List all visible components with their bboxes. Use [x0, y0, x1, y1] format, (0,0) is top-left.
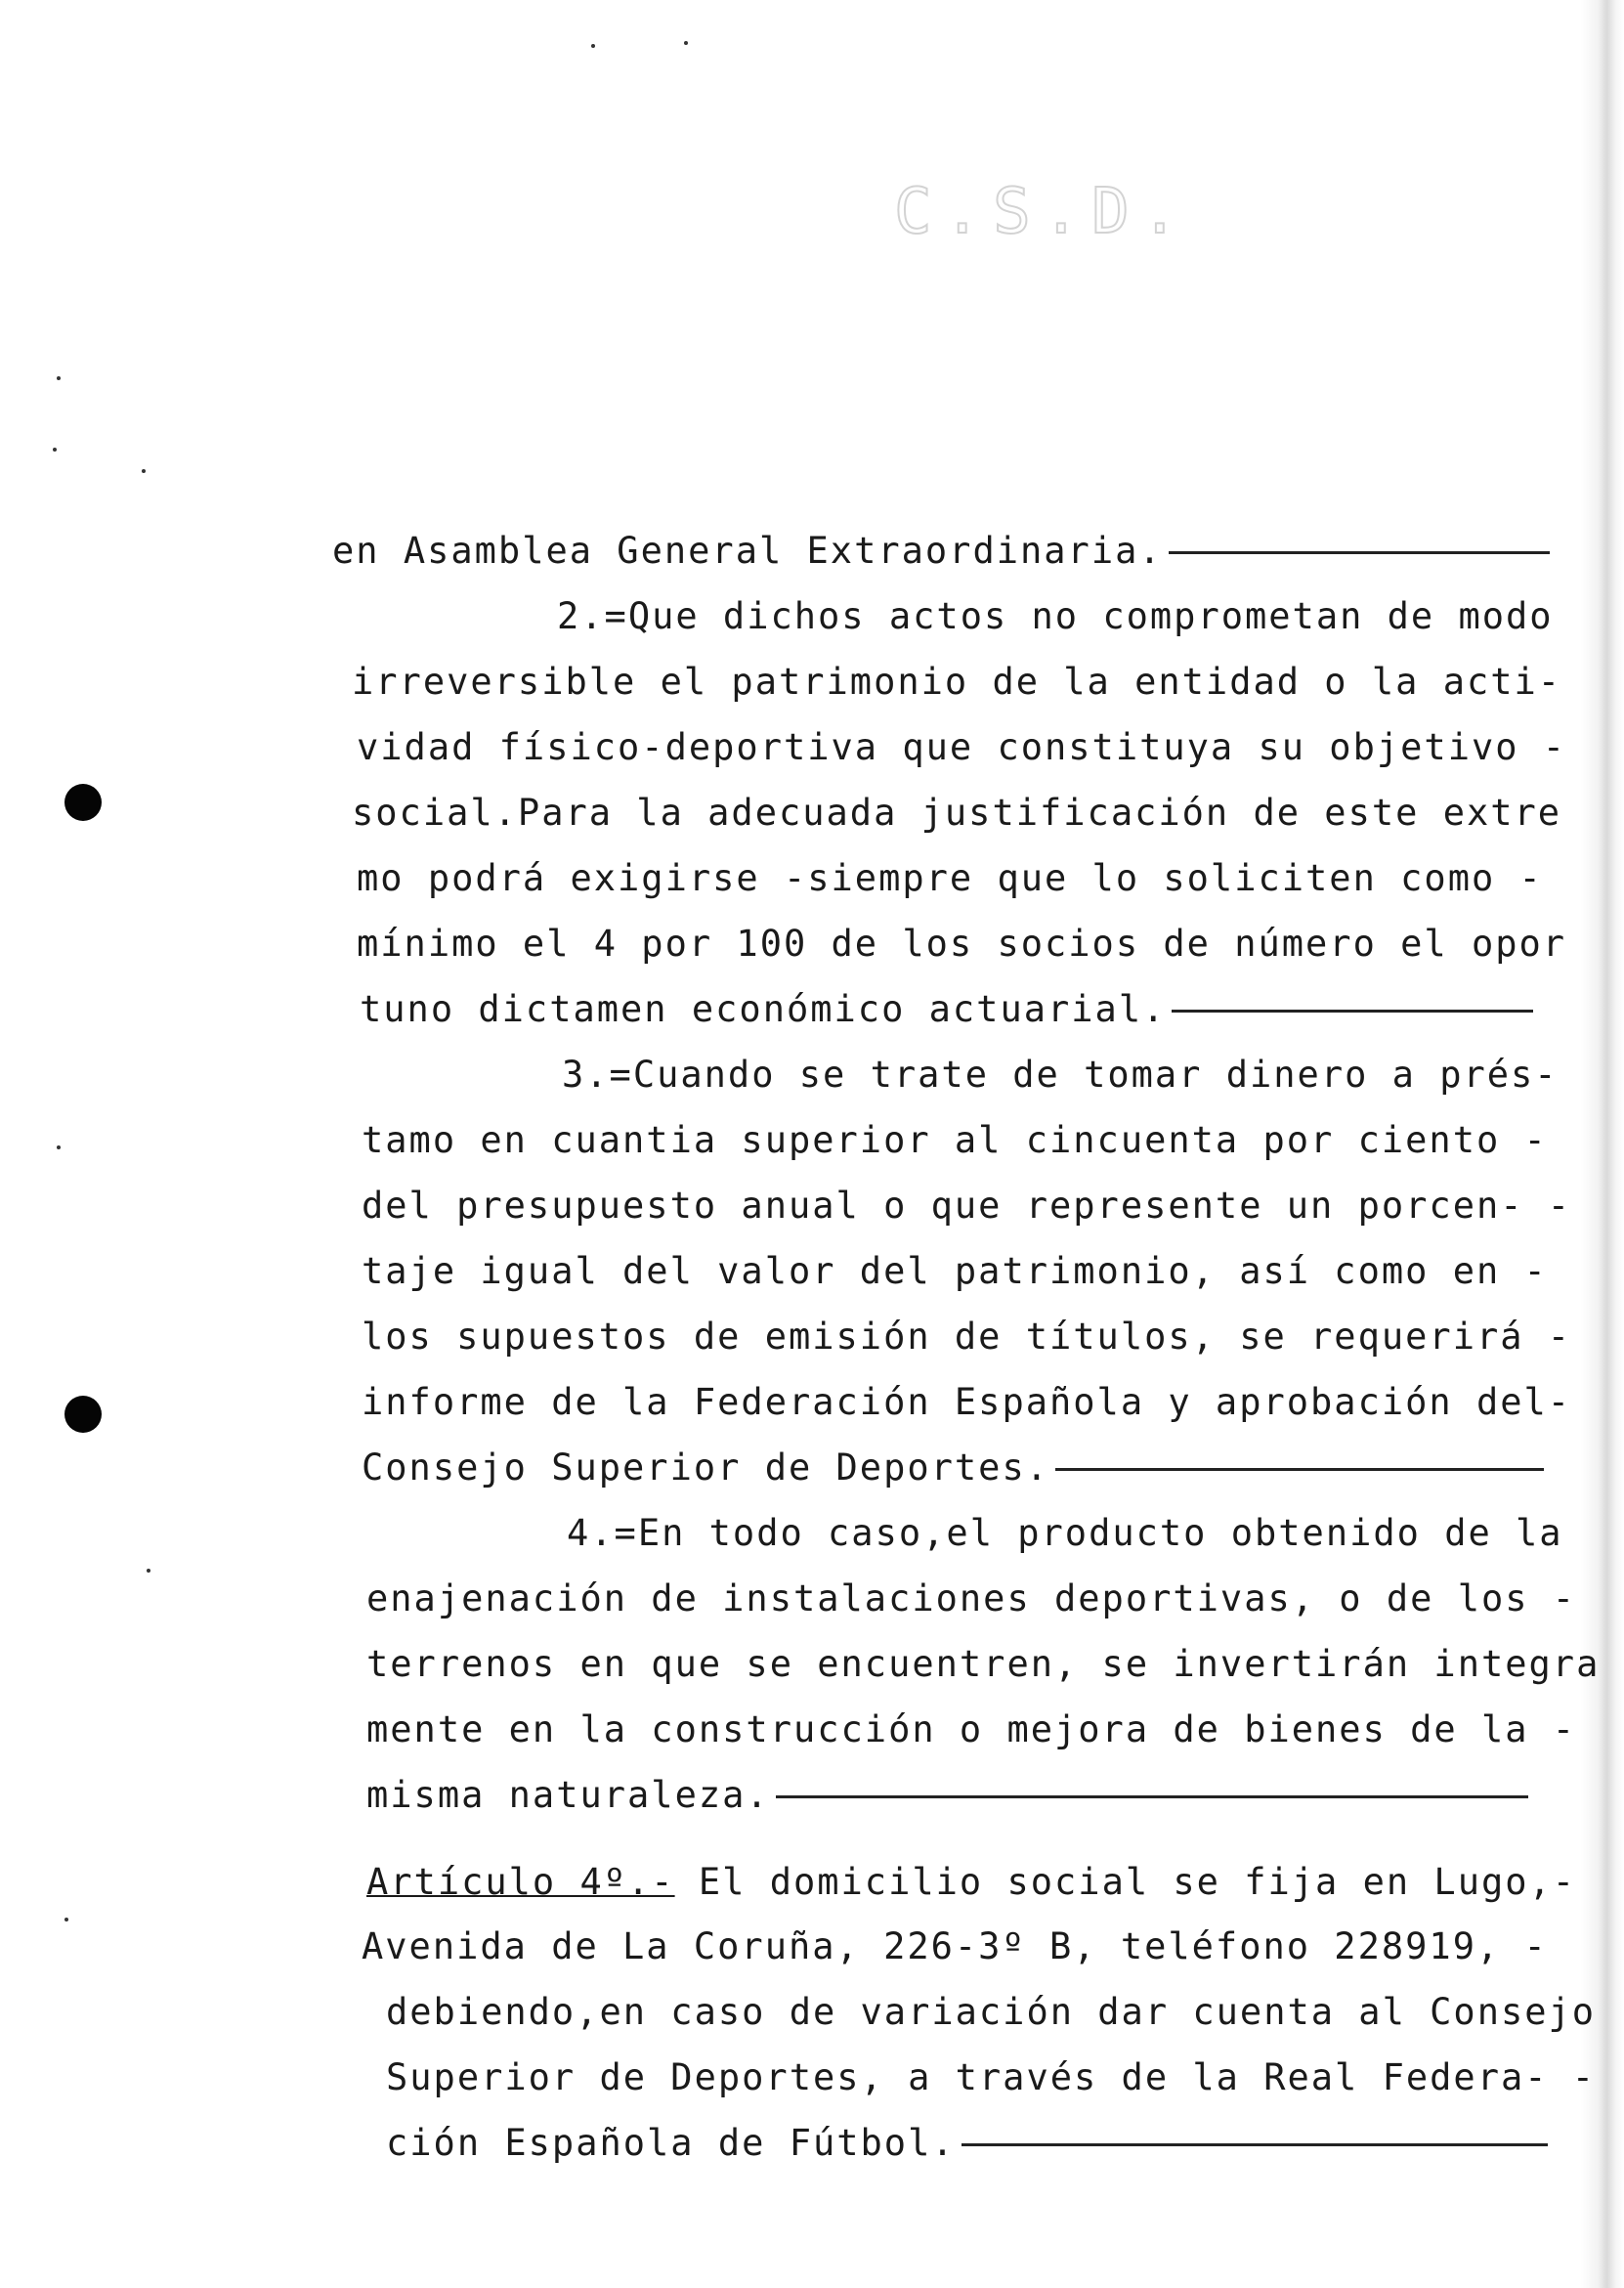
page-edge-shadow: [1581, 0, 1624, 2288]
text-line: enajenación de instalaciones deportivas, o de los -: [366, 1577, 1577, 1619]
text-line: 2.=Que dichos actos no comprometan de modo: [557, 595, 1554, 637]
text-line: tamo en cuantia superior al cincuenta por ciento -: [362, 1119, 1548, 1161]
scan-speck: [64, 1918, 68, 1921]
text-line: informe de la Federación Española y aprobación del-: [362, 1381, 1572, 1423]
text-line: terrenos en que se encuentren, se invertirán integra: [366, 1643, 1601, 1685]
text-line: irreversible el patrimonio de la entidad o la acti-: [352, 661, 1562, 703]
csd-watermark-stamp: C.S.D.: [894, 176, 1191, 248]
text-line: misma naturaleza.: [366, 1762, 1559, 1829]
scan-speck: [591, 44, 595, 48]
text-line: del presupuesto anual o que represente un porcen- -: [362, 1185, 1572, 1227]
text-line: social.Para la adecuada justificación de este extre: [352, 792, 1562, 834]
scan-speck: [57, 376, 61, 380]
scan-speck: [142, 469, 146, 473]
article-title: Artículo 4º.-: [366, 1861, 675, 1903]
article-heading-line: Artículo 4º.- El domicilio social se fija en Lugo,-: [366, 1861, 1577, 1903]
scan-speck: [147, 1569, 150, 1573]
text-line: Consejo Superior de Deportes.: [362, 1435, 1554, 1501]
text-line: Avenida de La Coruña, 226-3º B, teléfono 228919, -: [362, 1925, 1548, 1967]
text-line: los supuestos de emisión de títulos, se requerirá -: [362, 1316, 1572, 1358]
text-line: ción Española de Fútbol.: [386, 2110, 1578, 2177]
text-line: taje igual del valor del patrimonio, así como en -: [362, 1250, 1548, 1292]
punch-hole-bottom: [64, 1396, 102, 1433]
text-line: en Asamblea General Extraordinaria.: [332, 518, 1524, 584]
text-line: Superior de Deportes, a través de la Real Federa- -: [386, 2056, 1597, 2098]
text-line: debiendo,en caso de variación dar cuenta al Consejo: [386, 1991, 1597, 2033]
text-line: mínimo el 4 por 100 de los socios de número el opor: [357, 923, 1567, 965]
text-line: tuno dictamen económico actuarial.: [360, 976, 1552, 1043]
punch-hole-top: [64, 784, 102, 821]
text-line: 3.=Cuando se trate de tomar dinero a prés-: [562, 1054, 1559, 1096]
text-line: 4.=En todo caso,el producto obtenido de la: [567, 1512, 1563, 1554]
text-line: vidad físico-deportiva que constituya su objetivo -: [357, 726, 1567, 768]
text-line: mo podrá exigirse -siempre que lo soliciten como -: [357, 857, 1543, 899]
scan-speck: [53, 448, 57, 452]
text-line: mente en la construcción o mejora de bienes de la -: [366, 1708, 1577, 1750]
scan-speck: [684, 41, 688, 45]
scan-speck: [57, 1145, 61, 1149]
